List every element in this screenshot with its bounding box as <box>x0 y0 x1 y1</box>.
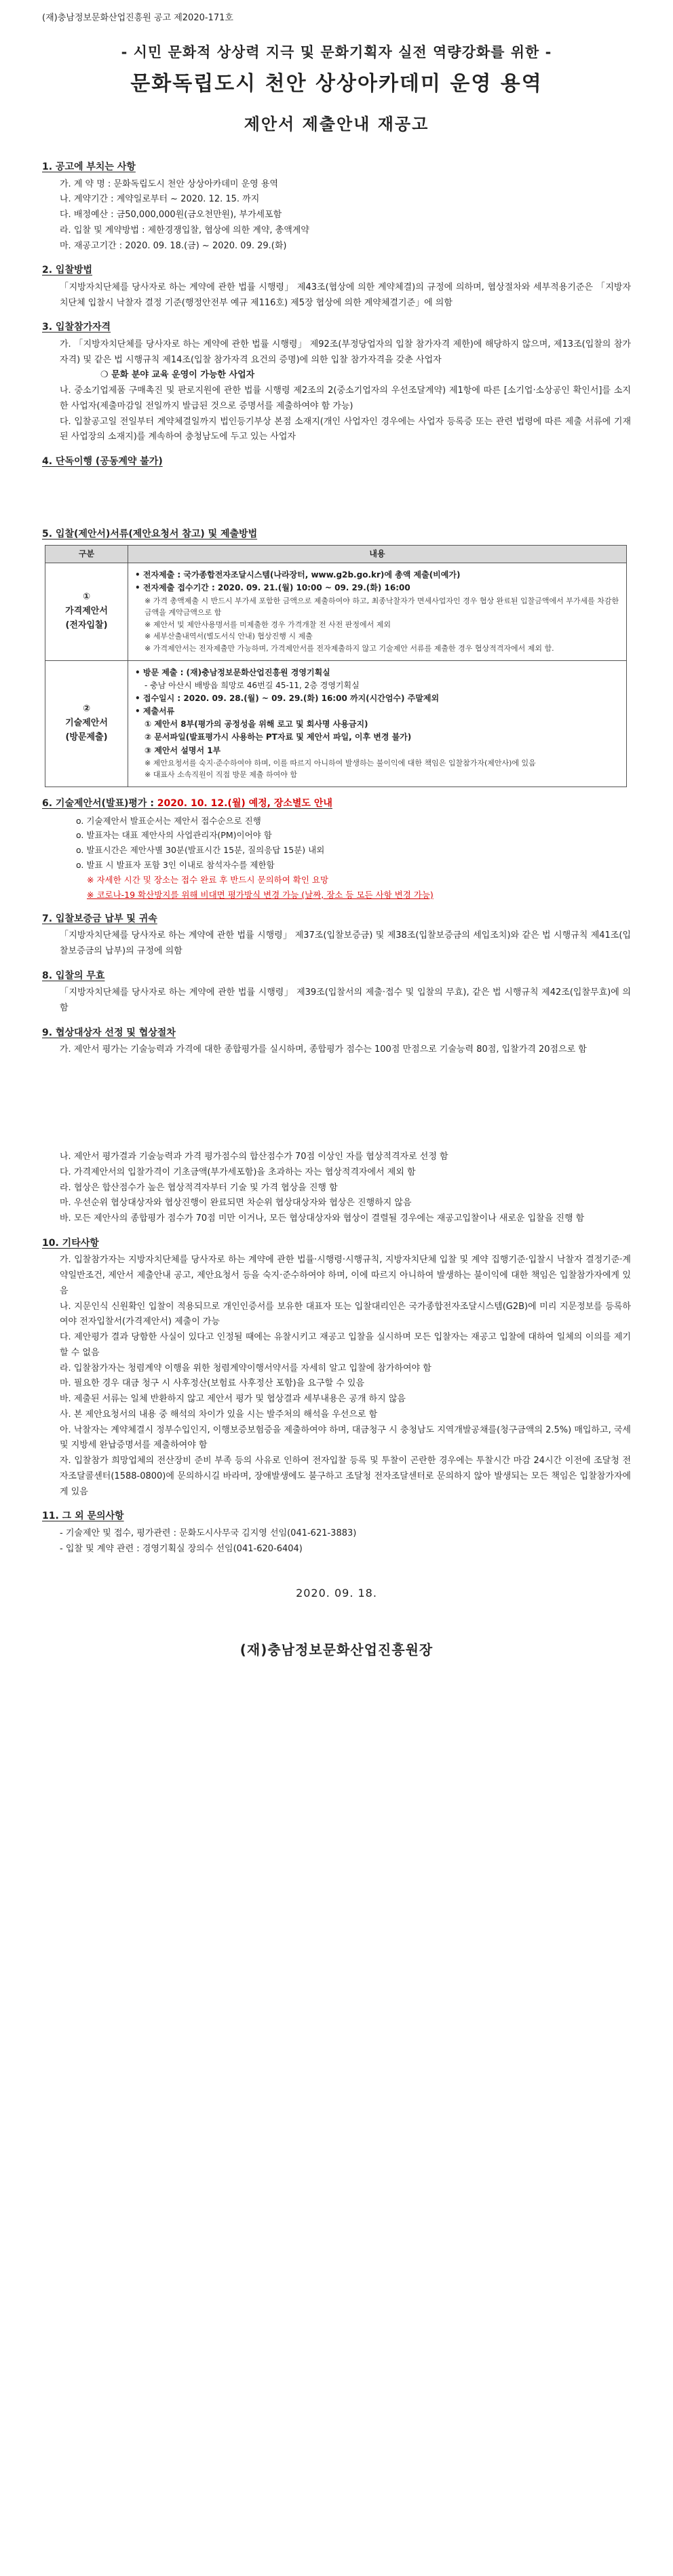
footer-date: 2020. 09. 18. <box>296 1587 377 1600</box>
s6-item: o. 발표자는 대표 제안사의 사업관리자(PM)이어야 함 <box>76 830 272 841</box>
document-number: (재)충남정보문화산업진흥원 공고 제2020-171호 <box>42 13 233 23</box>
s10-item: 마. 필요한 경우 대금 청구 시 사후정산(보험료 사후정산 포함)을 요구할 수 있음 <box>60 1378 365 1389</box>
row-kind-sub: (전자입찰) <box>65 620 108 630</box>
row-kind-number: ② <box>82 704 90 715</box>
s9-item: 라. 협상은 합산점수가 높은 협상적격자부터 기술 및 가격 협상을 진행 함 <box>60 1182 338 1193</box>
s10-item: 다. 제안평가 결과 당함한 사실이 있다고 인정될 때에는 유찰시키고 재공고 입찰을 실시하며 모든 입찰자는 재공고 입찰에 대하여 일체의 이의를 제기할 수 없음 <box>60 1332 631 1358</box>
document-title: 문화독립도시 천안 상상아카데미 운영 용역 <box>130 71 543 96</box>
s9-item: 나. 제안서 평가결과 기술능력과 가격 평가점수의 합산점수가 70점 이상인 자를 협상적격자로 선정 함 <box>60 1152 448 1162</box>
section-8-heading: 8. 입찰의 무효 <box>42 970 105 981</box>
s6-red-note <box>42 888 631 903</box>
section-1 <box>42 159 631 254</box>
table-row <box>45 563 627 660</box>
section-7 <box>42 911 631 960</box>
s6-item: o. 발표 시 발표자 포함 3인 이내로 참석자수를 제한함 <box>76 860 275 871</box>
row-line: • 전자제출 : 국가종합전자조달시스템(나라장터, www.g2b.go.kr)에 총액 제출(비예가) <box>135 570 461 580</box>
row-note: ※ 제안요청서를 숙지·준수하여야 하며, 이를 따르지 아니하여 발생하는 불이익에 대한 책임은 입찰참가자(제안사)에 있음 <box>145 758 536 768</box>
section-9 <box>42 1025 631 1227</box>
s9-item: 다. 가격제안서의 입찰가격이 기초금액(부가세포함)을 초과하는 자는 협상적격자에서 제외 함 <box>60 1167 416 1177</box>
s10-item: 아. 낙찰자는 계약체결시 정부수입인지, 이행보증보험증을 제출하여야 하며, 대금청구 시 충청남도 지역개발공채를(청구금액의 2.5%) 매입하고, 국세 및 지방세 완납증명서를 제출하여야 함 <box>60 1424 631 1451</box>
row-note: ※ 세부산출내역서(별도서식 안내) 협상진행 시 제출 <box>145 632 313 641</box>
row-line: • 방문 제출 : (재)충남정보문화산업진흥원 경영기획실 <box>135 667 330 677</box>
row-item: ③ 제안서 설명서 1부 <box>145 745 221 755</box>
s1-item: 마. 재공고기간 : 2020. 09. 18.(금) ~ 2020. 09. 29.(화) <box>60 240 287 251</box>
row-note: ※ 가격제안서는 전자제출만 가능하며, 가격제안서를 전자제출하지 않고 기술제안 서류를 제출한 경우 협상적격자에서 제외 함. <box>145 643 554 653</box>
s1-item: 가. 계 약 명 : 문화독립도시 천안 상상아카데미 운영 용역 <box>60 178 278 189</box>
blank-space <box>42 478 631 526</box>
s1-item: 나. 계약기간 : 계약일로부터 ~ 2020. 12. 15. 까지 <box>60 194 260 205</box>
table-row <box>45 660 627 787</box>
s10-item: 라. 입찰참가자는 청렴계약 이행을 위한 청렴계약이행서약서를 자세히 알고 입찰에 참가하여야 함 <box>60 1363 431 1374</box>
s1-item: 다. 배정예산 : 금50,000,000원(금오천만원), 부가세포함 <box>60 210 282 220</box>
s9-item: 바. 모든 제안사의 종합평가 점수가 70점 미만 이거나, 모든 협상대상자와 협상이 결렬될 경우에는 재공고입찰이나 새로운 입찰을 진행 함 <box>60 1213 585 1224</box>
s10-item: 자. 입찰참가 희망업체의 전산장비 준비 부족 등의 사유로 인하여 전자입찰 등록 및 투찰이 곤란한 경우에는 투찰시간 마감 24시간 이전에 조달청 전자조달콜센터(1588-0800)에 문의하시길 바라며, 장애발생에도 불구하고 조달청 전자조달센터로 문의하지 않아 발생되는 모든 책임은 입찰참가자에게 있음 <box>60 1456 631 1497</box>
contact-item: - 입찰 및 계약 관련 : 경영기획실 장의수 선임(041-620-6404) <box>60 1543 303 1554</box>
section-10-heading: 10. 기타사항 <box>42 1237 99 1249</box>
section-6 <box>42 795 631 903</box>
s6-item: o. 발표시간은 제안사별 30분(발표시간 15분, 질의응답 15분) 내외 <box>76 845 325 856</box>
s3-item-na: 나. 중소기업제품 구매촉진 및 판로지원에 관한 법률 시행령 제2조의 2(중소기업자의 우선조달계약) 제1항에 따른 [소기업·소상공인 확인서]를 소지한 사업자(제출마감일 전일까지 발급된 것으로 증명서를 제출하여야 함 가능) <box>60 385 631 411</box>
notice-title: 제안서 제출안내 재공고 <box>244 115 429 134</box>
s9-item: 마. 우선순위 협상대상자와 협상진행이 완료되면 차순위 협상대상자와 협상은 진행하지 않음 <box>60 1198 412 1209</box>
blank-space <box>42 1058 631 1150</box>
row-kind <box>45 660 128 787</box>
s10-item: 바. 제출된 서류는 일체 반환하지 않고 제안서 평가 및 협상결과 세부내용은 공개 하지 않음 <box>60 1394 406 1405</box>
row-content <box>128 660 627 787</box>
row-line: • 제출서류 <box>135 706 175 717</box>
s1-item: 라. 입찰 및 계약방법 : 제한경쟁입찰, 협상에 의한 계약, 총액계약 <box>60 225 309 235</box>
s10-item: 사. 본 제안요청서의 내용 중 해석의 차이가 있을 시는 발주처의 해석을 우선으로 함 <box>60 1409 378 1420</box>
s7-text: 「지방자치단체를 당사자로 하는 계약에 관한 법률 시행령」 제37조(입찰보증금) 및 제38조(입찰보증금의 세입조치)와 같은 법 시행규칙 제41조(입찰보증금의 납부)의 규정에 의함 <box>60 930 631 957</box>
section-6-heading <box>42 795 631 812</box>
s3-item-da: 다. 입찰공고일 전일부터 계약체결일까지 법인등기부상 본점 소재지(개인 사업자인 경우에는 사업자 등록증 또는 관련 법령에 따른 제출 서류에 기재된 사업장의 소재지)를 계속하여 충청남도에 두고 있는 사업자 <box>60 416 631 442</box>
section-4 <box>42 453 631 470</box>
section-10 <box>42 1235 631 1500</box>
row-item: ① 제안서 8부(평가의 공정성을 위해 로고 및 회사명 사용금지) <box>145 719 368 730</box>
section-6-heading-label: 6. 기술제안서(발표)평가 : <box>42 798 157 810</box>
section-9-heading: 9. 협상대상자 선정 및 협상절차 <box>42 1027 176 1038</box>
row-note: ※ 제안서 및 제안사용명서를 미제출한 경우 가격개찰 전 사전 판정에서 제외 <box>145 620 391 629</box>
row-content <box>128 563 627 660</box>
section-1-heading: 1. 공고에 부치는 사항 <box>42 162 136 172</box>
submission-table <box>45 545 627 787</box>
s3-bullet: ❍ 문화 분야 교육 운영이 가능한 사업자 <box>100 370 255 381</box>
s8-text: 「지방자치단체를 당사자로 하는 계약에 관한 법률 시행령」 제39조(입찰서의 제출·접수 및 입찰의 무효), 같은 법 시행규칙 제42조(입찰무효)에 의함 <box>60 987 631 1014</box>
table-header-kind: 구분 <box>45 546 128 563</box>
section-8 <box>42 968 631 1017</box>
section-6-date: 2020. 10. 12.(월) 예정, 장소별도 안내 <box>157 798 332 810</box>
s6-item: o. 기술제안서 발표순서는 제안서 접수순으로 진행 <box>76 815 261 826</box>
row-address: - 충남 아산시 배방읍 희망로 46번길 45-11, 2층 경영기획실 <box>145 680 360 690</box>
s6-red-note-text: ※ 코로나-19 확산방지를 위해 비대면 평가방식 변경 가능 (날짜, 장소 등 모든 사항 변경 가능) <box>87 889 434 900</box>
s10-item: 가. 입찰참가자는 지방자치단체를 당사자로 하는 계약에 관한 법률·시행령·시행규칙, 지방자치단체 입찰 및 계약 집행기준·입찰시 낙찰자 결정기준·계약일반조건, 제안서 제출안내 공고, 제안요청서 등을 숙지·준수하여야 하며, 이에 따르지 아니하여 발생하는 불이익에 대한 책임은 입찰참가자에게 있음 <box>60 1255 631 1296</box>
section-3-heading: 3. 입찰참가자격 <box>42 322 111 333</box>
row-line: • 접수일시 : 2020. 09. 28.(월) ~ 09. 29.(화) 16:00 까지(시간엄수) 주말제외 <box>135 693 440 703</box>
section-5 <box>42 526 631 788</box>
s3-item-ga: 가. 「지방자치단체를 당사자로 하는 계약에 관한 법률 시행령」 제92조(부정당업자의 입찰 참가자격 제한)에 해당하지 않으며, 제13조(입찰의 참가자격) 및 같은 법 시행규칙 제14조(입찰 참가자격 요건의 증명)에 의한 입찰 참가자격을 갖춘 사업자 <box>60 339 631 365</box>
row-kind-sub: (방문제출) <box>65 732 108 742</box>
section-4-heading: 4. 단독이행 (공동계약 불가) <box>42 456 163 467</box>
section-2-heading: 2. 입찰방법 <box>42 265 93 276</box>
section-11 <box>42 1508 631 1557</box>
section-5-heading: 5. 입찰(제안서)서류(제안요청서 참고) 및 제출방법 <box>42 528 258 539</box>
row-kind-label: 기술제안서 <box>65 717 108 728</box>
row-kind <box>45 563 128 660</box>
footer-organization: (재)충남정보문화산업진흥원장 <box>239 1642 434 1659</box>
row-note: ※ 대표사 소속직원이 직접 방문 제출 하여야 함 <box>145 770 297 780</box>
table-header-content: 내용 <box>128 546 627 563</box>
row-kind-number: ① <box>82 592 90 603</box>
s9-item-ga: 가. 제안서 평가는 기술능력과 가격에 대한 종합평가를 실시하며, 종합평가 점수는 100점 만점으로 기술능력 80점, 입찰가격 20점으로 함 <box>60 1044 587 1055</box>
s10-item: 나. 지문인식 신원확인 입찰이 적용되므로 개인인증서를 보유한 대표자 또는 입찰대리인은 국가종합전자조달시스템(G2B)에 미리 지문정보를 등록하여야 전자입찰서(가격제안서) 제출이 가능 <box>60 1301 631 1327</box>
contact-item: - 기술제안 및 접수, 평가관련 : 문화도시사무국 김지영 선임(041-621-3883) <box>60 1528 357 1538</box>
row-note: ※ 가격 총액제출 시 반드시 부가세 포함한 금액으로 제출하여야 하고, 최종낙찰자가 면세사업자인 경우 협상 완료된 입찰금액에서 부가세를 차감한 금액을 계약금액으로 함 <box>145 596 619 618</box>
row-item: ② 문서파일(발표평가시 사용하는 PT자료 및 제안서 파일, 이후 변경 불가) <box>145 732 412 742</box>
row-line: • 전자제출 접수기간 : 2020. 09. 21.(월) 10:00 ~ 09. 29.(화) 16:00 <box>135 583 410 593</box>
section-3 <box>42 319 631 445</box>
section-11-heading: 11. 그 외 문의사항 <box>42 1511 124 1522</box>
section-7-heading: 7. 입찰보증금 납부 및 귀속 <box>42 913 157 924</box>
s6-red-note: ※ 자세한 시간 및 장소는 접수 완료 후 반드시 문의하여 확인 요망 <box>87 875 329 886</box>
section-2 <box>42 262 631 311</box>
s2-text: 「지방자치단체를 당사자로 하는 계약에 관한 법률 시행령」 제43조(협상에 의한 계약체결)의 규정에 의하며, 협상절차와 세부적용기준은 「지방자치단체 입찰시 낙찰자 결정 기준(행정안전부 예규 제116호) 제5장 협상에 의한 계약체결기준」에 의함 <box>60 282 631 308</box>
document-subtitle: - 시민 문화적 상상력 지극 및 문화기획자 실전 역량강화를 위한 - <box>121 43 552 60</box>
row-kind-label: 가격제안서 <box>65 605 108 616</box>
